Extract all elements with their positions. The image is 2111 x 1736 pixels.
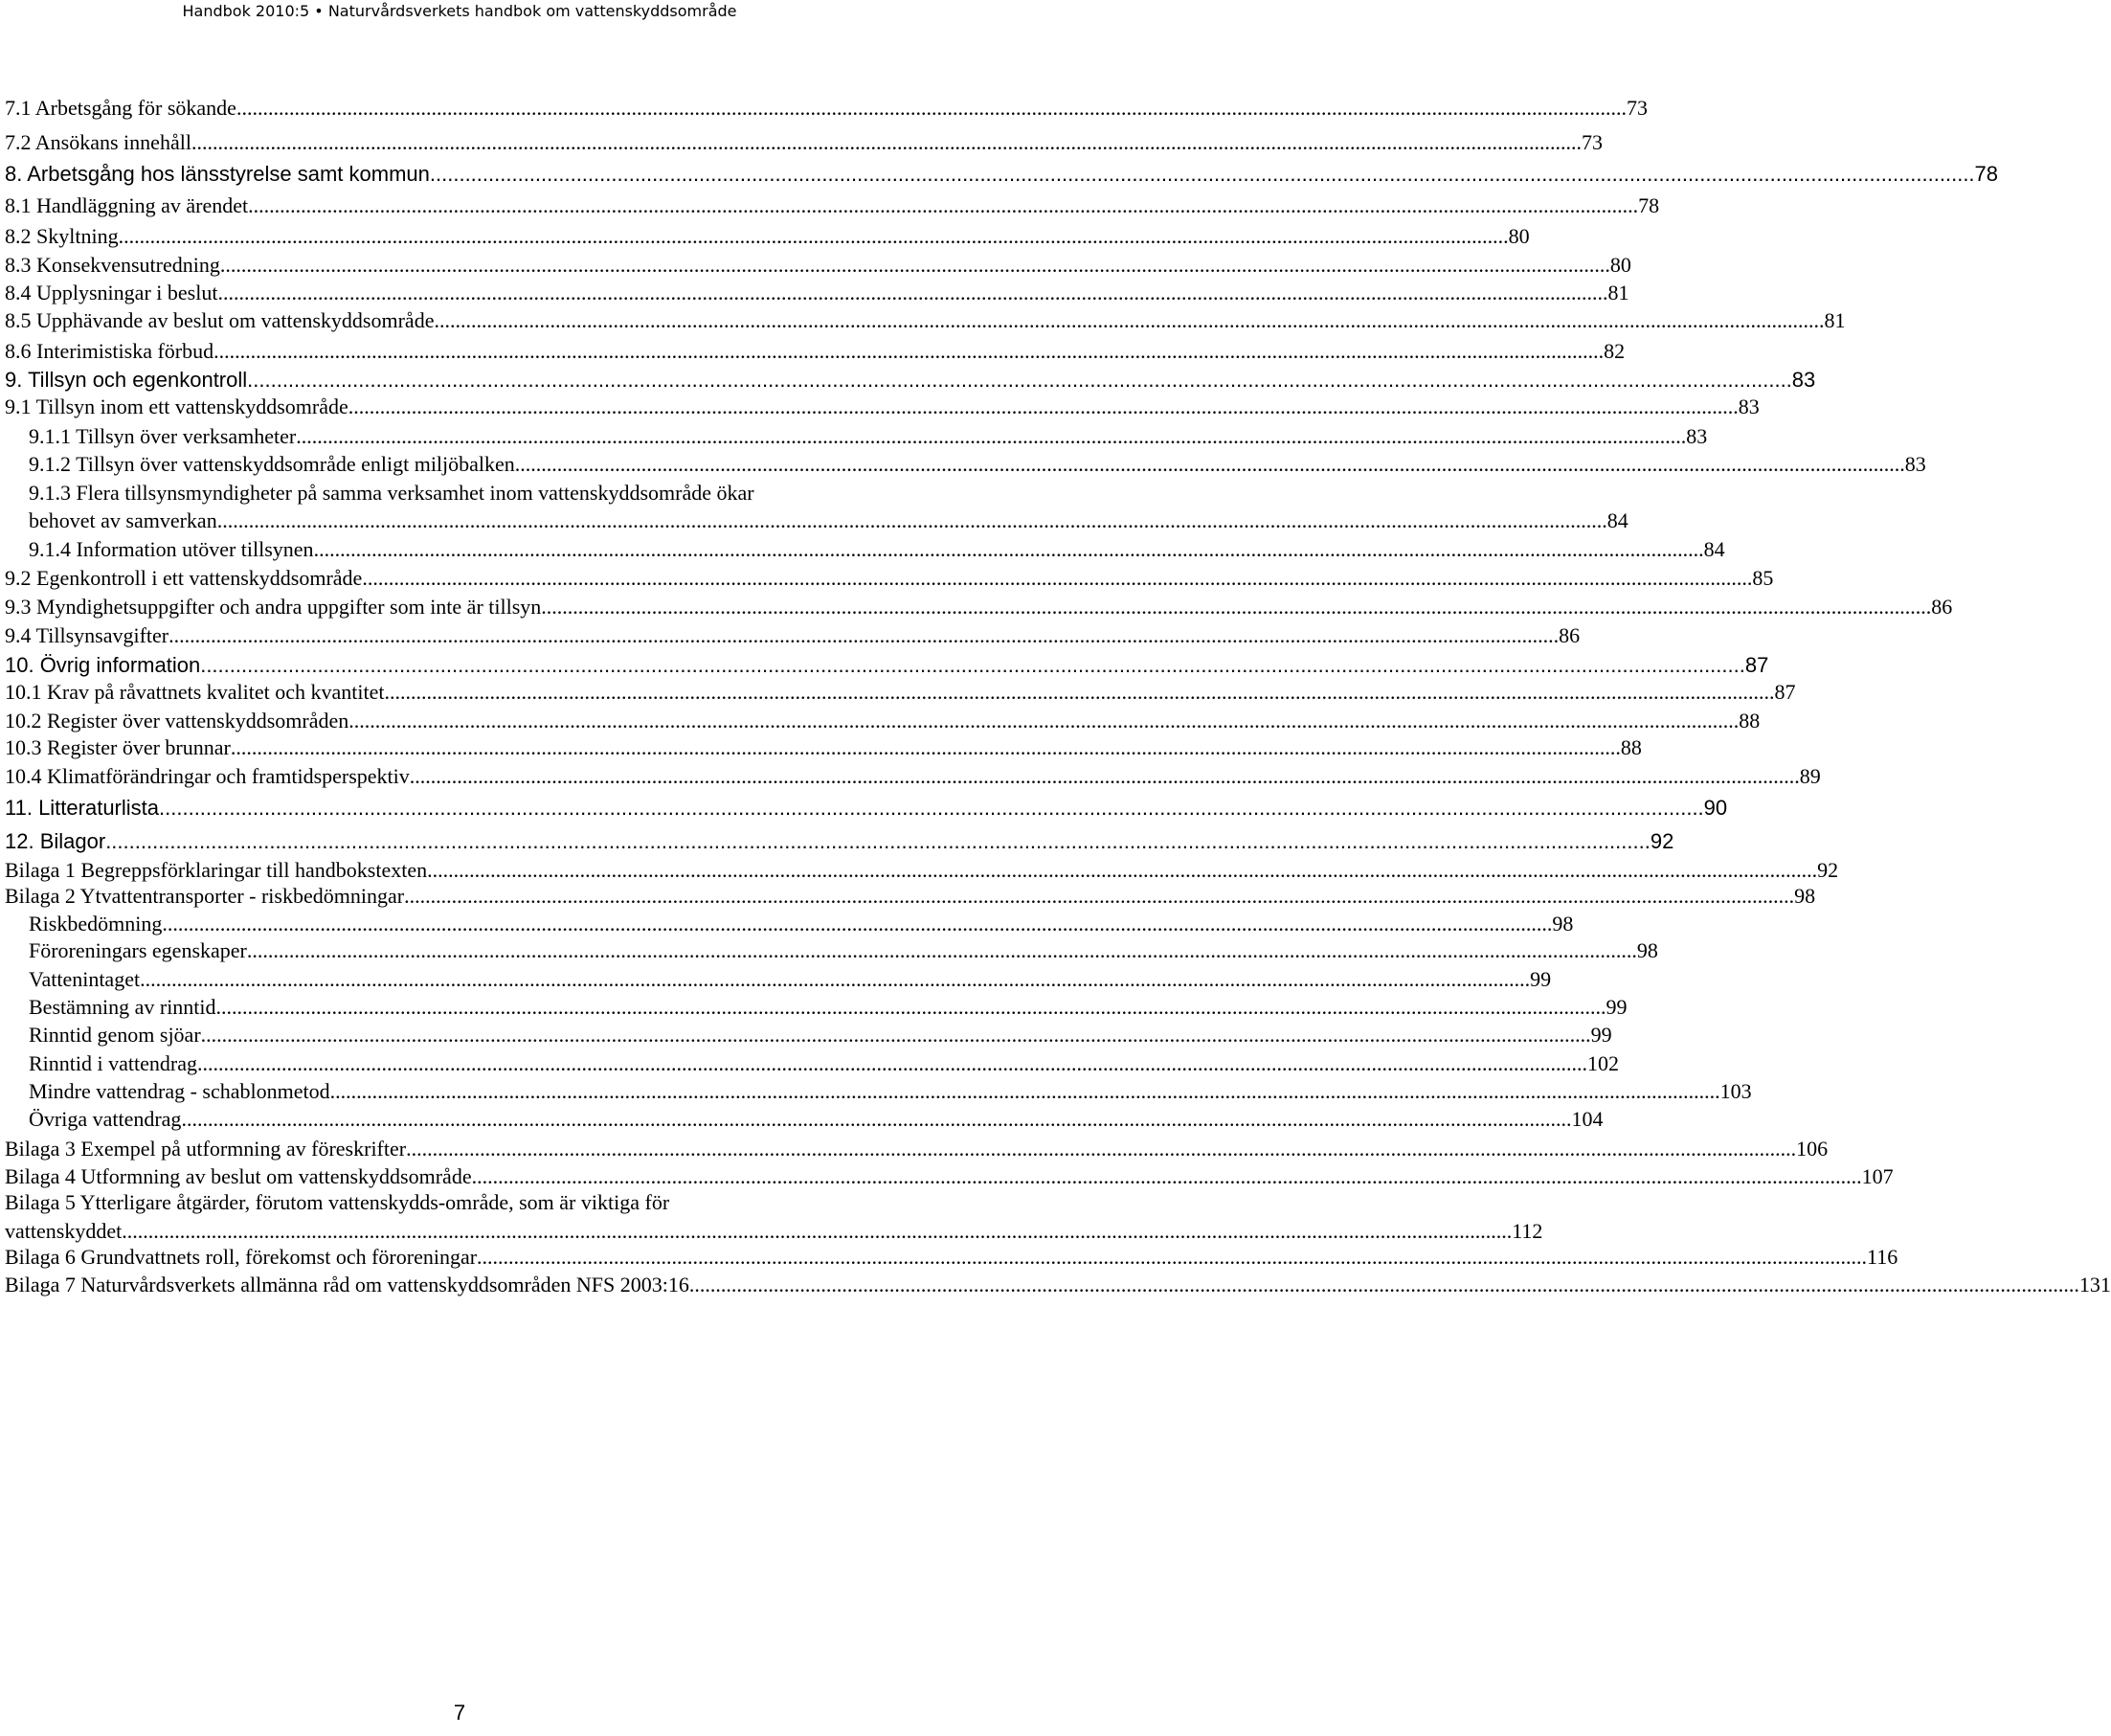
toc-entry-title: 10.3 Register över brunnar xyxy=(5,735,231,759)
toc-entry-page: 83 xyxy=(1738,395,1760,418)
toc-entry xyxy=(5,253,1631,280)
toc-dot-leader xyxy=(200,653,1745,678)
toc-entry xyxy=(5,735,1642,762)
toc-entry-title: 8.6 Interimistiska förbud xyxy=(5,339,214,363)
toc-entry-title: Riskbedömning xyxy=(29,912,163,936)
toc-entry-page: 84 xyxy=(1606,508,1628,532)
toc-entry-page: 99 xyxy=(1590,1023,1612,1047)
toc-entry-title: Bilaga 7 Naturvårdsverkets allmänna råd om vattenskyddsområden NFS 2003:16 xyxy=(5,1273,689,1296)
toc-entry-title: 9.2 Egenkontroll i ett vattenskyddsområde xyxy=(5,566,363,590)
toc-entry xyxy=(5,1023,1612,1049)
toc-entry-page: 85 xyxy=(1752,566,1774,590)
page-number: 7 xyxy=(453,1701,466,1725)
toc-entry-title: Bilaga 6 Grundvattnets roll, förekomst och föroreningar xyxy=(5,1245,478,1269)
toc-entry-page: 80 xyxy=(1508,224,1530,248)
toc-dot-leader xyxy=(362,566,1752,591)
toc-entry xyxy=(5,796,1728,823)
toc-entry-title: 8.1 Handläggning av ärendet xyxy=(5,193,249,217)
toc-entry xyxy=(5,395,1760,421)
toc-entry-title: Bestämning av rinntid xyxy=(29,995,216,1019)
toc-dot-leader xyxy=(247,368,1792,393)
toc-entry xyxy=(5,858,1839,885)
toc-entry-title: 9.4 Tillsynsavgifter xyxy=(5,623,169,647)
toc-dot-leader xyxy=(515,452,1905,477)
toc-entry-title: 8.3 Konsekvensutredning xyxy=(5,253,220,277)
toc-dot-leader xyxy=(689,1273,2079,1297)
toc-entry-page: 81 xyxy=(1607,281,1629,304)
toc-entry xyxy=(5,424,1708,451)
toc-entry-title: Bilaga 5 Ytterligare åtgärder, förutom vattenskydds-område, som är viktiga för xyxy=(5,1190,670,1214)
toc-dot-leader xyxy=(159,796,1704,821)
toc-dot-leader xyxy=(348,395,1739,419)
toc-entry-title: 10. Övrig information xyxy=(5,653,201,677)
toc-entry xyxy=(5,967,1552,994)
toc-entry-title: 9.3 Myndighetsuppgifter och andra uppgifter som inte är tillsyn xyxy=(5,595,542,619)
toc-dot-leader xyxy=(427,858,1817,883)
toc-entry-title: Rinntid i vattendrag xyxy=(29,1051,197,1075)
toc-dot-leader xyxy=(122,1219,1512,1244)
toc-entry-title: 10.1 Krav på råvattnets kvalitet och kvantitet xyxy=(5,680,385,704)
toc-entry-page: 78 xyxy=(1638,193,1660,217)
toc-entry xyxy=(5,912,1574,938)
toc-dot-leader xyxy=(162,912,1552,936)
toc-entry-page: 98 xyxy=(1636,938,1658,962)
toc-entry xyxy=(5,623,1581,650)
toc-entry-page: 73 xyxy=(1626,96,1648,120)
toc-entry-title: 11. Litteraturlista xyxy=(5,796,160,820)
toc-entry xyxy=(5,1137,1829,1163)
toc-dot-leader xyxy=(404,884,1794,909)
toc-entry-title: 9.1.4 Information utöver tillsynen xyxy=(29,537,314,561)
toc-entry-page: 103 xyxy=(1719,1079,1752,1103)
toc-entry-title: 9.1.1 Tillsyn över verksamheter xyxy=(29,424,297,448)
toc-entry-page: 98 xyxy=(1794,884,1816,908)
toc-dot-leader xyxy=(247,938,1637,963)
toc-entry-page: 131 xyxy=(2078,1273,2111,1296)
toc-entry-title: Rinntid genom sjöar xyxy=(29,1023,201,1047)
toc-entry xyxy=(5,130,1603,157)
toc-entry xyxy=(5,995,1628,1022)
toc-entry-title: Vattenintaget xyxy=(29,967,141,991)
toc-entry-page: 99 xyxy=(1606,995,1628,1019)
toc-entry-page: 92 xyxy=(1817,858,1839,882)
toc-entry-page: 83 xyxy=(1686,424,1708,448)
toc-entry xyxy=(5,1079,1752,1106)
toc-dot-leader xyxy=(248,193,1638,218)
toc-dot-leader xyxy=(197,1051,1587,1076)
toc-entry-title: Bilaga 2 Ytvattentransporter - riskbedömningar xyxy=(5,884,405,908)
toc-dot-leader xyxy=(477,1245,1867,1270)
toc-entry-title: 7.2 Ansökans innehåll xyxy=(5,130,191,154)
toc-entry-title: behovet av samverkan xyxy=(29,508,217,532)
toc-entry-title: 12. Bilagor xyxy=(5,829,106,853)
toc-dot-leader xyxy=(168,623,1559,648)
toc-entry xyxy=(5,162,1999,189)
toc-entry-title: 9. Tillsyn och egenkontroll xyxy=(5,368,248,392)
toc-entry xyxy=(5,566,1774,593)
toc-entry-page: 106 xyxy=(1796,1137,1829,1161)
toc-entry-page: 99 xyxy=(1530,967,1552,991)
toc-entry xyxy=(5,595,1953,621)
toc-entry-title: 9.1 Tillsyn inom ett vattenskyddsområde xyxy=(5,395,348,418)
toc-entry xyxy=(5,452,1926,479)
toc-entry xyxy=(5,339,1626,366)
toc-entry xyxy=(5,1245,1898,1272)
toc-entry-page: 86 xyxy=(1559,623,1581,647)
toc-dot-leader xyxy=(231,735,1621,760)
toc-dot-leader xyxy=(236,96,1627,121)
toc-dot-leader xyxy=(406,1137,1796,1161)
toc-entry-page: 80 xyxy=(1609,253,1631,277)
toc-dot-leader xyxy=(410,764,1800,789)
toc-entry-page: 102 xyxy=(1586,1051,1619,1075)
toc-dot-leader xyxy=(220,253,1610,278)
toc-entry-title: Övriga vattendrag xyxy=(29,1107,182,1131)
toc-entry-title: 7.1 Arbetsgång för sökande xyxy=(5,96,236,120)
toc-entry-title: 8.2 Skyltning xyxy=(5,224,119,248)
toc-entry-page: 73 xyxy=(1581,130,1603,154)
toc-dot-leader xyxy=(348,709,1739,733)
toc-dot-leader xyxy=(330,1079,1720,1104)
toc-entry xyxy=(5,368,1816,395)
toc-entry-page: 78 xyxy=(1974,162,1999,186)
toc-entry xyxy=(5,96,1648,123)
toc-entry xyxy=(5,1051,1619,1078)
toc-dot-leader xyxy=(201,1023,1591,1048)
toc-entry-page: 84 xyxy=(1703,537,1725,561)
toc-entry-page: 81 xyxy=(1824,308,1846,332)
toc-dot-leader xyxy=(434,308,1824,333)
toc-entry xyxy=(5,224,1530,251)
toc-entry-title: vattenskyddet xyxy=(5,1219,123,1243)
toc-dot-leader xyxy=(296,424,1686,449)
toc-entry-page: 112 xyxy=(1512,1219,1543,1243)
toc-entry-title: 10.4 Klimatförändringar och framtidsperspektiv xyxy=(5,764,410,788)
toc-entry xyxy=(5,653,1769,680)
toc-entry-page: 87 xyxy=(1774,680,1796,704)
toc-entry xyxy=(5,508,1628,535)
toc-entry xyxy=(5,1219,1543,1246)
toc-dot-leader xyxy=(213,339,1604,364)
toc-entry-page: 86 xyxy=(1931,595,1953,619)
toc-dot-leader xyxy=(181,1107,1571,1132)
toc-entry-title: Bilaga 4 Utformning av beslut om vattenskyddsområde xyxy=(5,1164,472,1188)
toc-dot-leader xyxy=(216,995,1606,1020)
toc-entry-page: 104 xyxy=(1571,1107,1604,1131)
toc-entry-page: 90 xyxy=(1703,796,1728,820)
toc-entry-title: Bilaga 3 Exempel på utformning av föreskrifter xyxy=(5,1137,407,1161)
toc-entry-title: 10.2 Register över vattenskyddsområden xyxy=(5,709,349,733)
toc-entry-title: 8. Arbetsgång hos länsstyrelse samt kommun xyxy=(5,162,430,186)
toc-dot-leader xyxy=(191,130,1582,155)
toc-entry-page: 88 xyxy=(1620,735,1642,759)
toc-entry xyxy=(5,1164,1894,1191)
toc-entry-page: 107 xyxy=(1861,1164,1894,1188)
toc-entry-page: 83 xyxy=(1791,368,1816,392)
toc-entry-title: 8.5 Upphävande av beslut om vattenskyddsområde xyxy=(5,308,435,332)
toc-entry xyxy=(5,1190,912,1217)
toc-entry-title: 9.1.2 Tillsyn över vattenskyddsområde enligt miljöbalken xyxy=(29,452,515,476)
toc-entry xyxy=(5,1107,1604,1134)
toc-entry xyxy=(5,884,1816,911)
toc-entry xyxy=(5,537,1725,564)
toc-dot-leader xyxy=(541,595,1931,620)
toc-entry xyxy=(5,680,1796,707)
toc-dot-leader xyxy=(314,537,1704,562)
toc-entry-page: 98 xyxy=(1552,912,1574,936)
toc-entry-page: 82 xyxy=(1604,339,1626,363)
toc-dot-leader xyxy=(430,162,1975,187)
running-header: Handbok 2010:5 • Naturvårdsverkets handbok om vattenskyddsområde xyxy=(182,2,737,20)
toc-entry-title: Föroreningars egenskaper xyxy=(29,938,247,962)
toc-entry-page: 116 xyxy=(1867,1245,1898,1269)
toc-entry xyxy=(5,281,1629,307)
toc-entry xyxy=(5,193,1660,220)
toc-dot-leader xyxy=(217,281,1607,305)
toc-entry xyxy=(5,709,1761,735)
toc-entry-page: 88 xyxy=(1739,709,1761,733)
toc-entry-page: 89 xyxy=(1799,764,1821,788)
toc-entry xyxy=(5,481,936,507)
toc-entry xyxy=(5,308,1846,335)
toc-dot-leader xyxy=(119,224,1509,249)
toc-entry-title: Bilaga 1 Begreppsförklaringar till handbokstexten xyxy=(5,858,428,882)
toc-entry-page: 92 xyxy=(1650,829,1674,853)
toc-entry-title: Mindre vattendrag - schablonmetod xyxy=(29,1079,330,1103)
toc-entry xyxy=(5,1273,2111,1299)
toc-dot-leader xyxy=(217,508,1607,533)
toc-entry xyxy=(5,829,1674,856)
toc-entry xyxy=(5,938,1658,965)
toc-dot-leader xyxy=(472,1164,1862,1189)
toc-entry-title: 8.4 Upplysningar i beslut xyxy=(5,281,218,304)
toc-dot-leader xyxy=(105,829,1651,854)
toc-dot-leader xyxy=(140,967,1530,992)
toc-entry-page: 83 xyxy=(1904,452,1926,476)
toc-entry-page: 87 xyxy=(1744,653,1769,677)
toc-dot-leader xyxy=(384,680,1774,705)
toc-entry xyxy=(5,764,1821,791)
toc-entry-title: 9.1.3 Flera tillsynsmyndigheter på samma verksamhet inom vattenskyddsområde ökar xyxy=(29,481,754,505)
